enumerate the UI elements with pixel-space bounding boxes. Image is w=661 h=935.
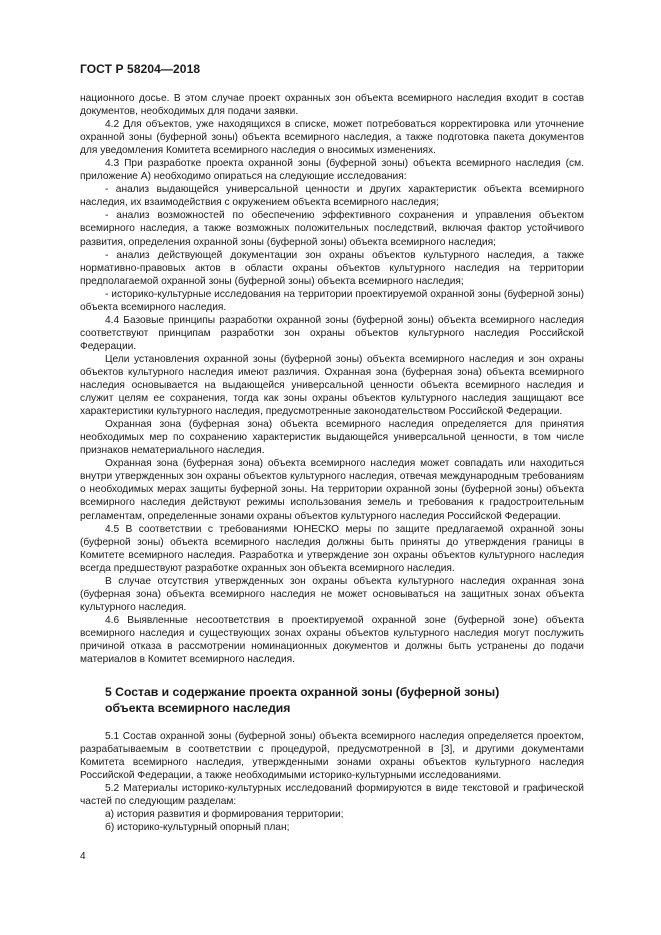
paragraph: 4.5 В соответствии с требованиями ЮНЕСКО меры по защите предлагаемой охранной зоны (буферной зоны) объекта всемирного наследия должны быть приняты до утверждения границы в Комитете всемирного наследия. Разработка и утверждение зон охраны объектов культурного наследия всегда предшествуют разработке охранных зон объекта всемирного наследия. [80,523,584,574]
paragraph: 5.1 Состав охранной зоны (буферной зоны) объекта всемирного наследия определяется проектом, разрабатываемым в соответствии с процедурой, предусмотренной в [3], и другими документами Комитета всемирного наследия, утвержденными зонами охраны объектов культурного наследия Российской Федерации, а также необходимыми историко-культурными исследованиями. [80,731,584,782]
page-number: 4 [80,851,86,862]
list-item: - анализ действующей документации зон охраны объектов культурного наследия, а также нормативно-правовых актов в области охраны объектов культурного наследия на территории предполагаемой охранной зоны (буферной зоны) объекта всемирного наследия; [80,249,584,287]
section-heading-line-1: 5 Состав и содержание проекта охранной зоны (буферной зоны) [105,685,500,700]
paragraph: Охранная зона (буферная зона) объекта всемирного наследия определяется для принятия необходимых мер по сохранению характеристик выдающейся универсальной ценности, в том числе признаков нематериального наследия. [80,419,584,457]
list-item: - историко-культурные исследования на территории проектируемой охранной зоны (буферной зоны) объекта всемирного наследия. [80,288,584,313]
section-heading-line-2: объекта всемирного наследия [105,701,291,716]
paragraph: 4.4 Базовые принципы разработки охранной зоны (буферной зоны) объекта всемирного наследия соответствуют принципам разработки зон охраны объектов культурного наследия Российской Федерации. [80,314,584,352]
paragraph: 4.2 Для объектов, уже находящихся в списке, может потребоваться корректировка или уточнение охранной зоны (буферной зоны) объекта всемирного наследия, а также подготовка пакета документов для уведомления Комитета всемирного наследия о вносимых изменениях. [80,119,584,157]
paragraph: Цели установления охранной зоны (буферной зоны) объекта всемирного наследия и зон охраны объектов культурного наследия имеют различия. Охранная зона (буферная зона) объекта всемирного наследия основывается на выдающейся универсальной ценности объекта всемирного наследия и служит целям ее сохранения, тогда как зоны охраны объектов культурного наследия защищают все характеристики культурного наследия, предусмотренные законодательством Российской Федерации. [80,353,584,418]
list-item: б) историко-культурный опорный план; [105,822,290,834]
document-body [80,92,584,834]
list-item: а) история развития и формирования территории; [105,809,344,821]
paragraph: Охранная зона (буферная зона) объекта всемирного наследия может совпадать или находиться внутри утвержденных зон охраны объектов культурного наследия, отвечая международным требованиям о необходимых мерах защиты буферной зоны. На территории охранной зоны (буферной зоны) объекта всемирного наследия действуют режимы использования земель и требования к градостроительным регламентам, определенные зонами охраны объектов культурного наследия Российской Федерации. [80,458,584,522]
list-item: - анализ возможностей по обеспечению эффективного сохранения и управления объектом всемирного наследия, а также возможных положительных последствий, включая фактор устойчивого развития, определения охранной зоны (буферной зоны) объекта всемирного наследия; [80,210,584,248]
paragraph: национного досье. В этом случае проект охранных зон объекта всемирного наследия входит в состав документов, необходимых для подачи заявки. [80,93,584,118]
section-heading [105,684,584,716]
paragraph: В случае отсутствия утвержденных зон охраны объекта культурного наследия охранная зона (буферная зона) объекта всемирного наследия не может основываться на защитных зонах объекта культурного наследия. [80,575,584,613]
paragraph: 4.3 При разработке проекта охранной зоны (буферной зоны) объекта всемирного наследия (см. приложение А) необходимо опираться на следующие исследования: [80,158,584,183]
list-item: - анализ выдающейся универсальной ценности и других характеристик объекта всемирного наследия, их взаимодействия с окружением объекта всемирного наследия; [80,184,584,209]
paragraph: 5.2 Материалы историко-культурных исследований формируются в виде текстовой и графической частей по следующим разделам: [80,783,584,808]
paragraph: 4.6 Выявленные несоответствия в проектируемой охранной зоне (буферной зоне) объекта всемирного наследия и существующих зонах охраны объектов культурного наследия могут послужить причиной отказа в рассмотрении номинационных документов и должны быть устранены до подачи материалов в Комитет всемирного наследия. [80,614,584,666]
standard-designation: ГОСТ Р 58204—2018 [80,62,201,76]
